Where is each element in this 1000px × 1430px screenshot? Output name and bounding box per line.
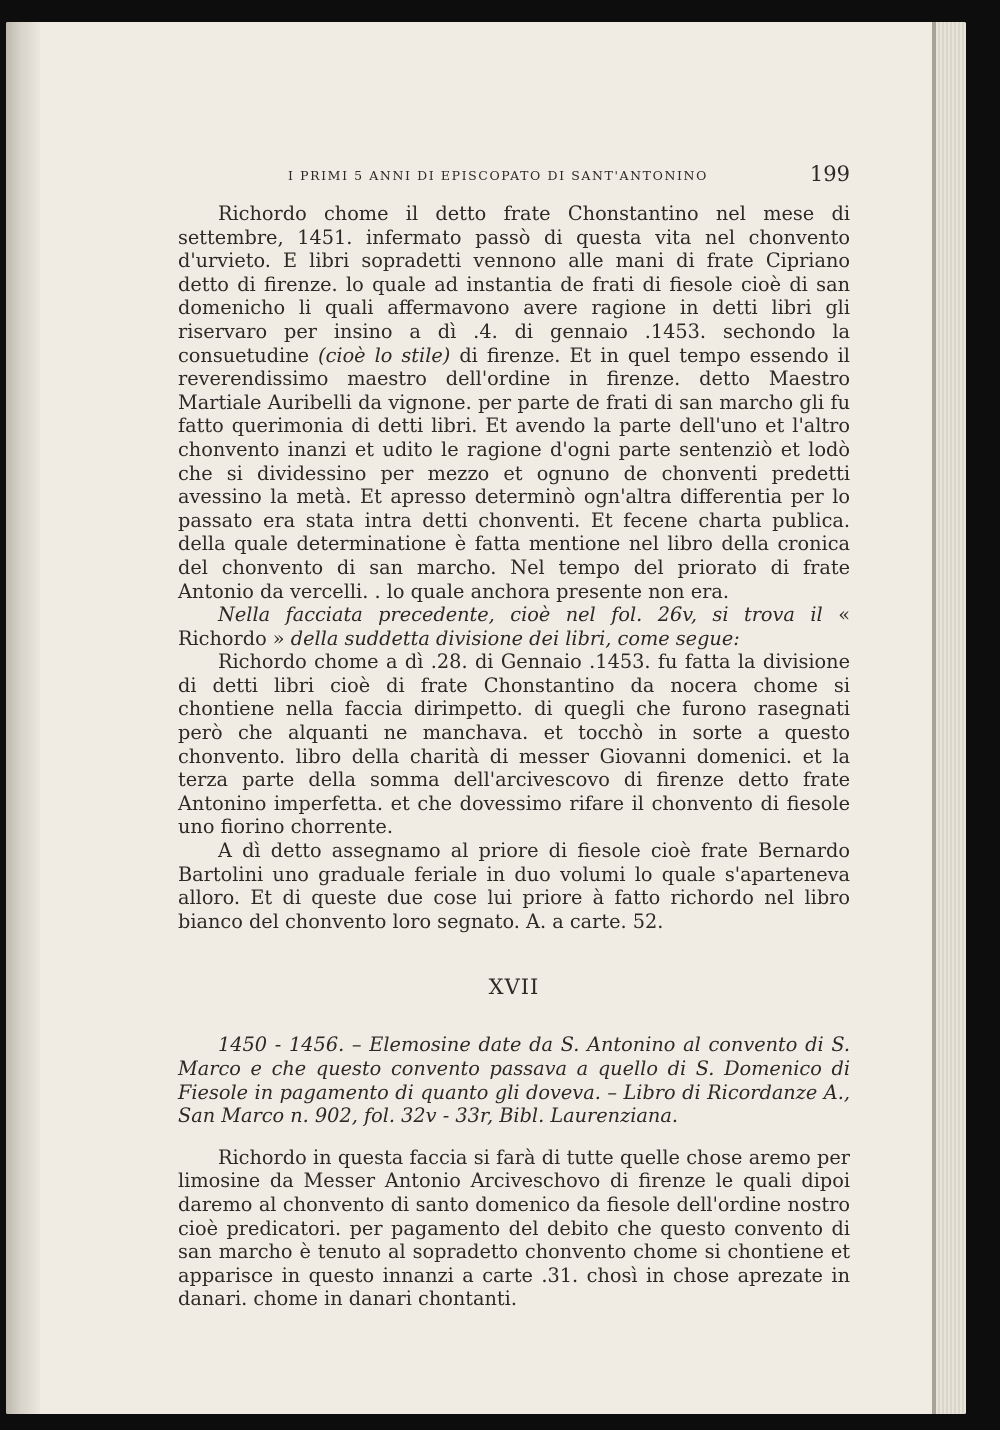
- paragraph-text: di firenze. Et in quel tempo essendo il reverendissimo maestro dell'ordine in firenze. detto Maestro Martiale Auribelli da vignone. per parte de frati di san marcho gli fu fatto querimonia di detti libri. Et avendo la parte dell'uno et l'altro chonvento inanzi et udito le ragione d'ogni parte sentenziò et lodò che si dividessino per mezzo et ognuno de chonventi predetti avessino la metà. Et apresso determinò ogn'altra differentia per lo passato era stata intra detti chonventi. Et fecene charta publica. della quale determinatione è fatta mentione nel libro della cronica del chonvento di san marcho. Nel tempo del priorato di frate Antonio da vercelli. . lo quale anchora presente non era.: [178, 343, 850, 603]
- book-gutter: [6, 22, 40, 1414]
- editorial-note: [178, 603, 850, 650]
- note-text: Nella facciata precedente, cioè nel fol. 26v, si trova il: [218, 603, 823, 627]
- paragraph-richordo-2: Richordo chome a dì .28. di Gennaio .1453. fu fatta la divisione di detti libri cioè di frate Chonstantino da nocera chome si chontiene nella faccia dirimpetto. di quegli che furono rasegnati però che alquanti ne manchava. et tocchò in sorte a questo chonvento. libro della charità di messer Giovanni domenici. et la terza parte della somma dell'arcivescovo di firenze detto frate Antonino imperfetta. et che dovessimo rifare il chonvento di fiesole uno fiorino chorrente.: [178, 650, 850, 839]
- note-quote: « Richordo »: [178, 603, 850, 650]
- italic-gloss: (cioè lo stile): [318, 343, 451, 367]
- paragraph-richordo-1: [178, 202, 850, 603]
- transcription-block: [178, 202, 850, 933]
- note-text: della suddetta divisione dei libri, come segue:: [290, 626, 740, 650]
- running-head: [178, 162, 850, 192]
- paragraph-richordo-3: A dì detto assegnamo al priore di fiesole cioè frate Bernardo Bartolini uno graduale feriale in duo volumi lo quale s'aparteneva alloro. Et di queste due cose lui priore à fatto richordo nel libro bianco del chonvento loro segnato. A. a carte. 52.: [178, 839, 850, 933]
- document-heading: 1450 - 1456. – Elemosine date da S. Antonino al convento di S. Marco e che questo convento passava a quello di S. Domenico di Fiesole in pagamento di quanto gli doveva. – Libro di Ricordanze A., San Marco n. 902, fol. 32v - 33r, Bibl. Laurenziana.: [178, 1033, 850, 1128]
- paragraph-section-body: Richordo in questa faccia si farà di tutte quelle chose aremo per limosine da Messer Antonio Arciveschovo di firenze le quali dipoi daremo al chonvento di santo domenico da fiesole dell'ordine nostro cioè predicatori. per pagamento del debito che questo convento di san marcho è tenuto al sopradetto chonvento chome si chontiene et apparisce in questo innanzi a carte .31. chosì in chose aprezate in danari. chome in danari chontanti.: [178, 1145, 850, 1311]
- section-numeral: XVII: [488, 975, 540, 1000]
- running-title: I PRIMI 5 ANNI DI EPISCOPATO DI SANT'ANTONINO: [288, 168, 708, 183]
- paragraph-text: Richordo chome il detto frate Chonstantino nel mese di settembre, 1451. infermato passò di questa vita nel chonvento d'urvieto. E libri sopradetti vennono alle mani di frate Cipriano detto di firenze. lo quale ad instantia de frati di fiesole cioè di san domenicho li quali affermavono avere ragione in detti libri gli riservaro per insino a dì .4. di gennaio .1453. sechondo la consuetudine: [178, 202, 850, 367]
- page-edges: [932, 22, 966, 1414]
- page-content: [178, 162, 850, 1311]
- page-number: 199: [809, 162, 850, 186]
- book-page: [6, 22, 966, 1414]
